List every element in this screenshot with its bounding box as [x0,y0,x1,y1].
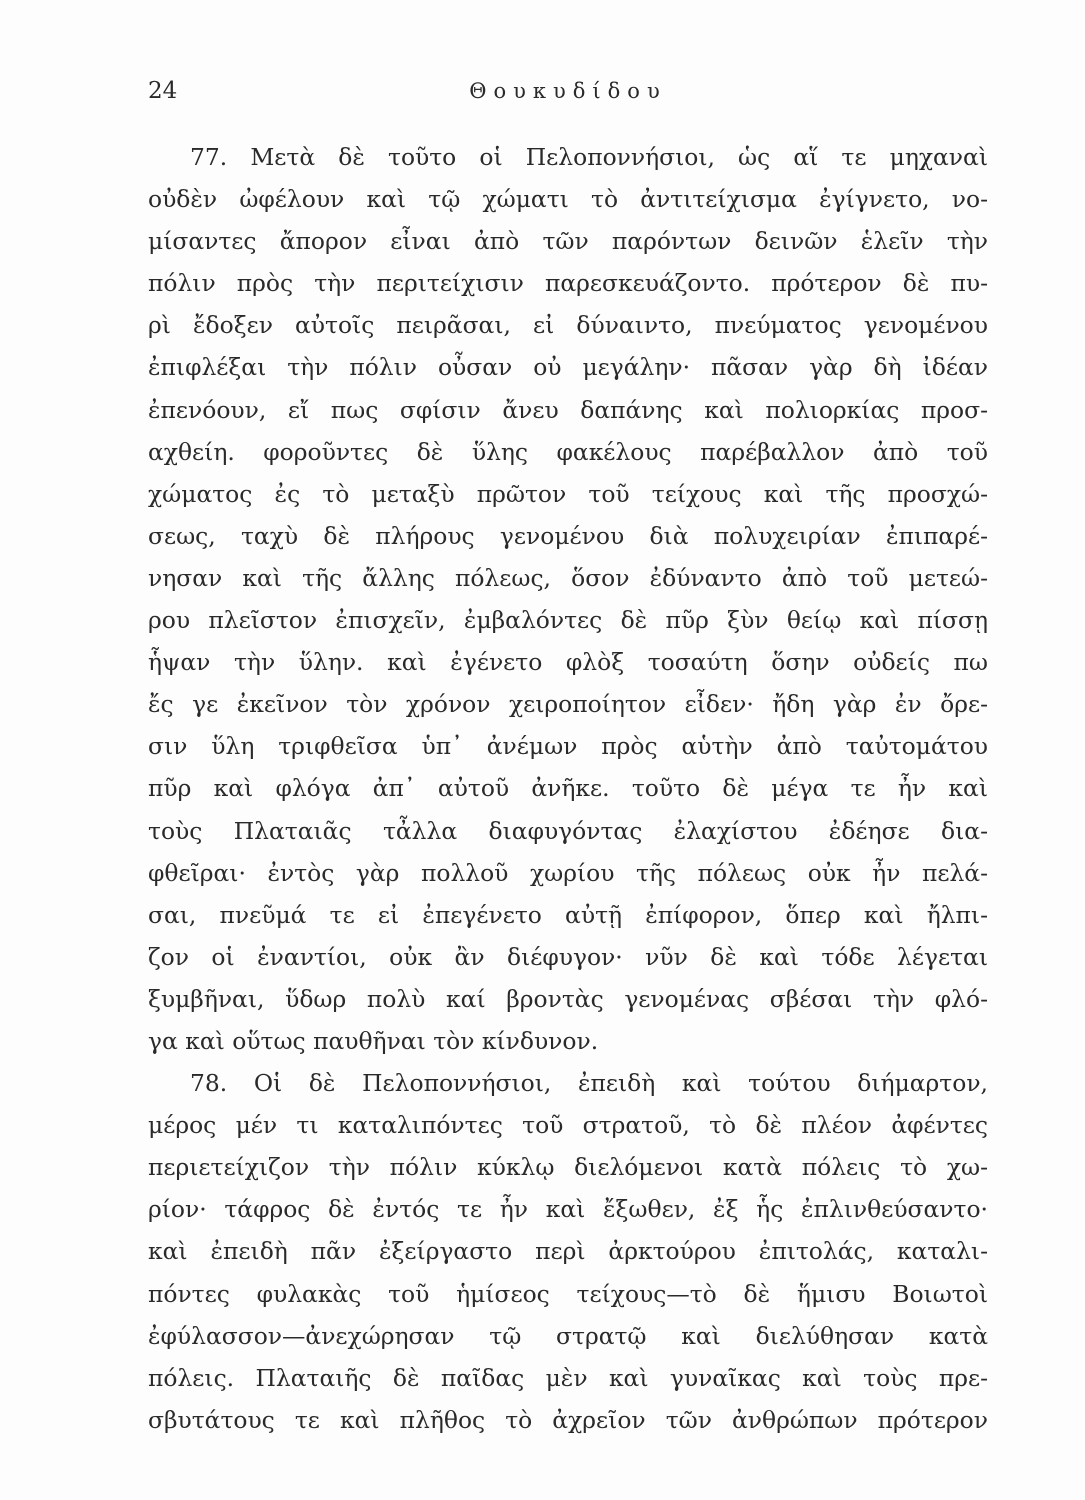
text-line: πῦρ καὶ φλόγα ἀπ᾽ αὐτοῦ ἀνῆκε. τοῦτο δὲ μέγα τε ἦν καὶ [148,774,988,803]
text-line: ξυμβῆναι, ὕδωρ πολὺ καί βροντὰς γενομένας σβέσαι τὴν φλό- [148,984,988,1013]
running-title: Θουκυδίδου [469,79,667,103]
text-line: 77. Μετὰ δὲ τοῦτο οἱ Πελοποννήσιοι, ὡς αἵ τε μηχαναὶ [190,143,988,171]
running-head [148,76,988,110]
text-line: πόλιν πρὸς τὴν περιτείχισιν παρεσκευάζοντο. πρότερον δὲ πυ- [148,269,988,298]
text-line: μίσαντες ἄπορον εἶναι ἀπὸ τῶν παρόντων δεινῶν ἑλεῖν τὴν [148,227,988,256]
text-line: πόλεις. Πλαταιῆς δὲ παῖδας μὲν καὶ γυναῖκας καὶ τοὺς πρε- [148,1363,988,1392]
text-line: μέρος μέν τι καταλιπόντες τοῦ στρατοῦ, τὸ δὲ πλέον ἀφέντες [148,1111,988,1140]
text-line: τοὺς Πλαταιᾶς τἆλλα διαφυγόντας ἐλαχίστου ἐδέησε δια- [148,816,988,845]
text-line: ἐπιφλέξαι τὴν πόλιν οὖσαν οὐ μεγάλην· πᾶσαν γὰρ δὴ ἰδέαν [148,353,988,382]
text-line: οὐδὲν ὠφέλουν καὶ τῷ χώματι τὸ ἀντιτείχισμα ἐγίγνετο, νο- [148,185,988,214]
text-line: ζον οἱ ἐναντίοι, οὐκ ἂν διέφυγον· νῦν δὲ καὶ τόδε λέγεται [148,942,988,971]
text-line: 78. Οἱ δὲ Πελοποννήσιοι, ἐπειδὴ καὶ τούτου διήμαρτον, [190,1069,988,1098]
text-line: ρου πλεῖστον ἐπισχεῖν, ἐμβαλόντες δὲ πῦρ ξὺν θείῳ καὶ πίσσῃ [148,606,988,635]
page-number: 24 [148,78,178,104]
text-line: φθεῖραι· ἐντὸς γὰρ πολλοῦ χωρίου τῆς πόλεως οὐκ ἦν πελά- [148,858,988,887]
text-line: καὶ ἐπειδὴ πᾶν ἐξείργαστο περὶ ἀρκτούρου ἐπιτολάς, καταλι- [148,1237,988,1266]
text-line: ἧψαν τὴν ὕλην. καὶ ἐγένετο φλὸξ τοσαύτη ὅσην οὐδείς πω [148,648,988,677]
text-line: σβυτάτους τε καὶ πλῆθος τὸ ἀχρεῖον τῶν ἀνθρώπων πρότερον [148,1405,988,1434]
text-line: ἐφύλασσον—ἀνεχώρησαν τῷ στρατῷ καὶ διελύθησαν κατὰ [148,1321,988,1350]
text-line: ἔς γε ἐκεῖνον τὸν χρόνον χειροποίητον εἶδεν· ἤδη γὰρ ἐν ὄρε- [148,690,988,719]
text-line: γα καὶ οὕτως παυθῆναι τὸν κίνδυνον. [148,1026,599,1055]
text-line: χώματος ἐς τὸ μεταξὺ πρῶτον τοῦ τείχους καὶ τῆς προσχώ- [148,479,988,508]
text-line: ρὶ ἔδοξεν αὐτοῖς πειρᾶσαι, εἰ δύναιντο, πνεύματος γενομένου [148,311,988,340]
text-line: ρίον· τάφρος δὲ ἐντός τε ἦν καὶ ἔξωθεν, ἐξ ἧς ἐπλινθεύσαντο· [148,1195,988,1224]
text-line: σεως, ταχὺ δὲ πλήρους γενομένου διὰ πολυχειρίαν ἐπιπαρέ- [148,521,988,550]
text-line: νησαν καὶ τῆς ἄλλης πόλεως, ὅσον ἐδύναντο ἀπὸ τοῦ μετεώ- [148,563,988,592]
text-line: πόντες φυλακὰς τοῦ ἡμίσεος τείχους—τὸ δὲ ἥμισυ Βοιωτοὶ [148,1279,988,1308]
text-line: σιν ὕλη τριφθεῖσα ὑπ᾽ ἀνέμων πρὸς αὑτὴν ἀπὸ ταὐτομάτου [148,732,988,761]
text-line: αχθείη. φοροῦντες δὲ ὕλης φακέλους παρέβαλλον ἀπὸ τοῦ [148,437,988,466]
body-text [148,136,988,1441]
text-line: περιετείχιζον τὴν πόλιν κύκλῳ διελόμενοι κατὰ πόλεις τὸ χω- [148,1153,988,1182]
text-line: σαι, πνεῦμά τε εἰ ἐπεγένετο αὐτῇ ἐπίφορον, ὅπερ καὶ ἤλπι- [148,900,988,929]
text-line: ἐπενόουν, εἴ πως σφίσιν ἄνευ δαπάνης καὶ πολιορκίας προσ- [148,395,988,424]
